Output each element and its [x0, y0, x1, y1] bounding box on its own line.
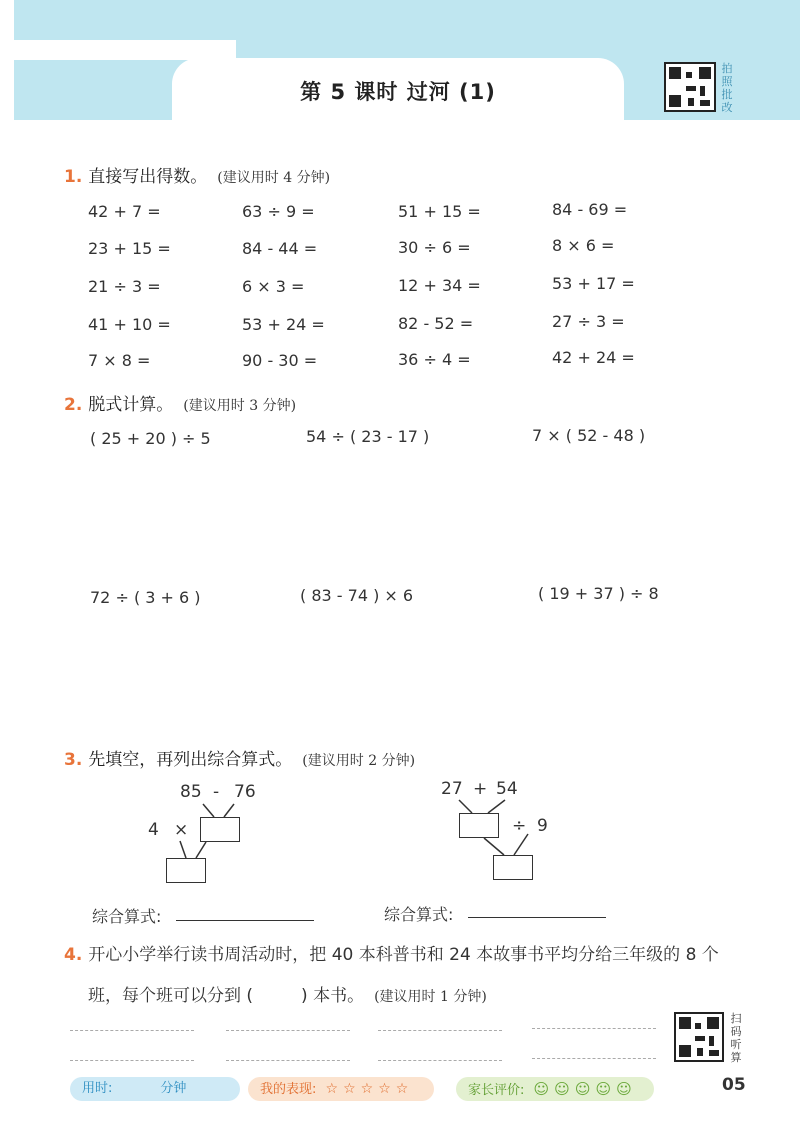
oral-item: 90 - 30 =: [242, 351, 318, 370]
scan-listen-label: 扫码听算: [730, 1012, 742, 1064]
star-outline-icon[interactable]: ☆: [378, 1081, 391, 1097]
tree1-b: 76: [234, 782, 256, 802]
tree2-a: 27: [441, 779, 463, 799]
tree2-op1: +: [473, 779, 488, 799]
oral-item: 23 + 15 =: [88, 239, 171, 258]
time-unit: 分钟: [160, 1081, 187, 1096]
work-line[interactable]: [532, 1028, 656, 1029]
formula-answer-line[interactable]: [176, 920, 314, 921]
q4-number: 4.: [64, 945, 83, 965]
tree1-c: 4: [148, 820, 159, 840]
oral-item: 41 + 10 =: [88, 315, 171, 334]
oral-item: 21 ÷ 3 =: [88, 277, 161, 296]
smile-face-icon[interactable]: ☺: [554, 1080, 570, 1098]
oral-item: 12 + 34 =: [398, 276, 481, 295]
tree1-op2: ×: [174, 820, 189, 840]
q4-text-line2-post: ) 本书。: [301, 986, 365, 1006]
tree2-op2: ÷: [512, 816, 527, 836]
stepwise-item: ( 19 + 37 ) ÷ 8: [538, 584, 659, 603]
answer-box[interactable]: [166, 858, 206, 883]
q1-tip: (建议用时 4 分钟): [217, 170, 331, 186]
work-line[interactable]: [70, 1060, 194, 1061]
q1-number: 1.: [64, 167, 83, 187]
q4-text-line1: 开心小学举行读书周活动时，把 40 本科普书和 24 本故事书平均分给三年级的 8 个: [88, 945, 719, 965]
q2-tip: (建议用时 3 分钟): [183, 398, 297, 414]
stepwise-item: 54 ÷ ( 23 - 17 ): [306, 427, 430, 446]
stepwise-item: ( 25 + 20 ) ÷ 5: [90, 429, 211, 448]
q3-number: 3.: [64, 750, 83, 770]
oral-item: 8 × 6 =: [552, 236, 615, 255]
oral-item: 63 ÷ 9 =: [242, 202, 315, 221]
tree2-b: 54: [496, 779, 518, 799]
oral-item: 53 + 24 =: [242, 315, 325, 334]
oral-item: 42 + 7 =: [88, 202, 161, 221]
q3-title: 先填空，再列出综合算式。: [88, 750, 293, 770]
work-line[interactable]: [378, 1060, 502, 1061]
oral-item: 84 - 69 =: [552, 200, 628, 219]
qr-code-icon[interactable]: [674, 1012, 724, 1062]
oral-item: 7 × 8 =: [88, 351, 151, 370]
parent-eval-pill: [456, 1077, 654, 1101]
formula-answer-line[interactable]: [468, 917, 606, 918]
formula-label: 综合算式:: [92, 907, 162, 926]
work-line[interactable]: [226, 1030, 350, 1031]
q2-number: 2.: [64, 395, 83, 415]
performance-pill: [248, 1077, 434, 1101]
lesson-title: 第 5 课时 过河 (1): [300, 80, 496, 104]
smile-face-icon[interactable]: ☺: [574, 1080, 591, 1098]
oral-item: 53 + 17 =: [552, 274, 635, 293]
parent-eval-label: 家长评价:: [468, 1083, 525, 1098]
q4-text-line2-pre: 班，每个班可以分到 (: [88, 986, 254, 1006]
q2-title: 脱式计算。: [88, 395, 174, 415]
performance-label: 我的表现:: [260, 1082, 317, 1097]
oral-item: 84 - 44 =: [242, 239, 318, 258]
tree1-a: 85: [180, 782, 202, 802]
star-outline-icon[interactable]: ☆: [360, 1081, 374, 1097]
oral-item: 42 + 24 =: [552, 348, 635, 367]
formula-label: 综合算式:: [384, 905, 454, 924]
tree2-c: 9: [537, 816, 548, 836]
stepwise-item: 72 ÷ ( 3 + 6 ): [90, 588, 201, 607]
q1-title: 直接写出得数。: [88, 167, 208, 187]
oral-item: 82 - 52 =: [398, 314, 474, 333]
stepwise-item: 7 × ( 52 - 48 ): [532, 426, 646, 445]
oral-item: 27 ÷ 3 =: [552, 312, 625, 331]
time-label: 用时:: [82, 1081, 113, 1096]
photo-grade-label: 拍照批改: [721, 62, 733, 114]
star-outline-icon[interactable]: ☆: [395, 1081, 409, 1097]
work-line[interactable]: [532, 1058, 656, 1059]
smile-face-icon[interactable]: ☺: [533, 1080, 550, 1098]
stepwise-item: ( 83 - 74 ) × 6: [300, 586, 414, 605]
smile-face-icon[interactable]: ☺: [595, 1080, 612, 1098]
answer-box[interactable]: [493, 855, 533, 880]
answer-box[interactable]: [200, 817, 240, 842]
oral-item: 30 ÷ 6 =: [398, 238, 471, 257]
q4-tip: (建议用时 1 分钟): [374, 989, 487, 1005]
q4-line2: [88, 981, 487, 1006]
page-number: 05: [722, 1075, 746, 1095]
oral-item: 36 ÷ 4 =: [398, 350, 471, 369]
time-pill[interactable]: [70, 1077, 240, 1101]
smile-face-icon[interactable]: ☺: [616, 1080, 632, 1098]
work-line[interactable]: [378, 1030, 502, 1031]
q4-line1: [64, 940, 719, 965]
answer-box[interactable]: [459, 813, 499, 838]
star-outline-icon[interactable]: ☆: [325, 1081, 339, 1097]
tree1-op1: -: [213, 782, 220, 802]
oral-item: 6 × 3 =: [242, 277, 305, 296]
work-line[interactable]: [226, 1060, 350, 1061]
oral-item: 51 + 15 =: [398, 202, 481, 221]
q3-tip: (建议用时 2 分钟): [302, 753, 416, 769]
work-line[interactable]: [70, 1030, 194, 1031]
star-outline-icon[interactable]: ☆: [343, 1081, 356, 1097]
